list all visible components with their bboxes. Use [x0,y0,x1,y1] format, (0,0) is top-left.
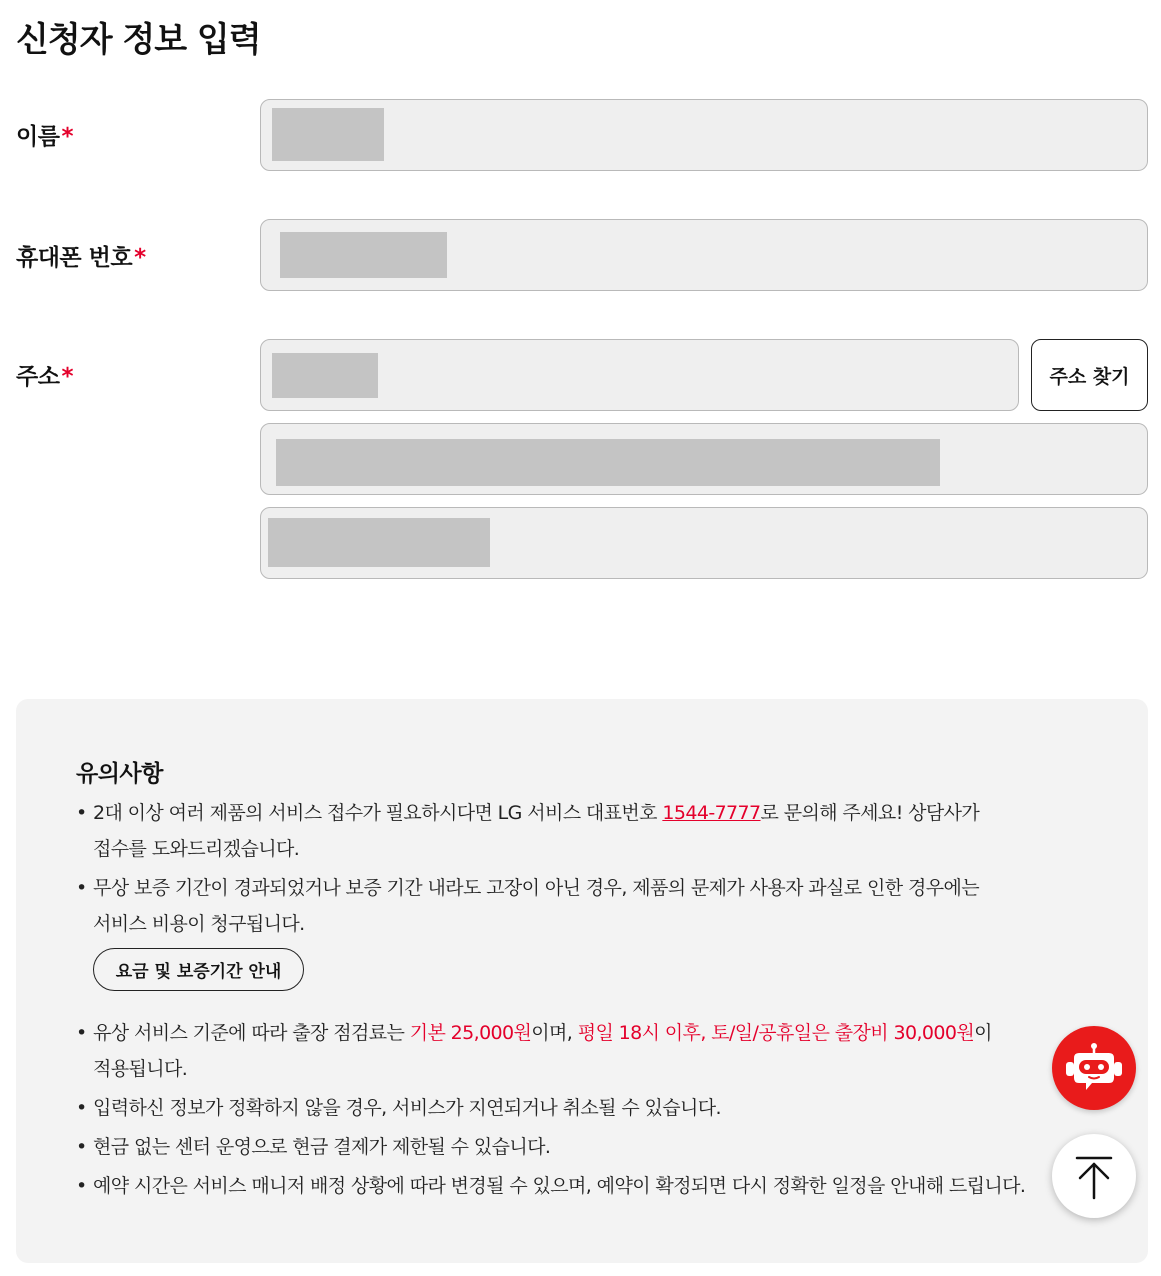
redacted-value [272,353,378,398]
arrow-up-icon [1052,1134,1136,1218]
notice-item [76,1129,1076,1165]
name-label-text: 이름 [16,124,60,150]
redacted-value [272,108,384,161]
text: 유상 서비스 기준에 따라 출장 점검료는 [93,1022,410,1044]
notice-item-text [93,795,1076,831]
phone-number-link[interactable]: 1544-7777 [662,802,761,824]
required-mark: * [61,124,73,150]
notice-item [76,1015,1076,1087]
text: 이 [974,1022,992,1044]
notice-item-text: 입력하신 정보가 정확하지 않을 경우, 서비스가 지연되거나 취소될 수 있습니다. [93,1097,721,1119]
extra-fee: 평일 18시 이후, 토/일/공휴일은 출장비 30,000원 [577,1022,975,1044]
text: 2대 이상 여러 제품의 서비스 접수가 필요하시다면 LG 서비스 대표번호 [93,802,663,824]
zipcode-input[interactable] [260,339,1019,411]
chatbot-robot-icon [1052,1026,1136,1110]
notice-item [76,1090,1076,1126]
required-mark: * [61,364,73,390]
notice-item-text: 예약 시간은 서비스 매니저 배정 상황에 따라 변경될 수 있으며, 예약이 확정되면 다시 정확한 일정을 안내해 드립니다. [93,1175,1026,1197]
bullet: • [76,1097,87,1119]
bullet: • [76,1022,87,1044]
address-label [16,358,73,391]
bullet: • [76,802,87,824]
redacted-value [280,232,447,278]
address-input[interactable] [260,423,1148,495]
notice-item-text: 현금 없는 센터 운영으로 현금 결제가 제한될 수 있습니다. [93,1136,551,1158]
redacted-value [276,439,940,486]
name-label [16,118,73,151]
fee-warranty-guide-button[interactable]: 요금 및 보증기간 안내 [93,948,304,991]
bullet: • [76,1175,87,1197]
bullet: • [76,1136,87,1158]
address-label-text: 주소 [16,364,60,390]
page-title: 신청자 정보 입력 [16,20,261,60]
text: 이며, [531,1022,578,1044]
notice-item [76,870,1076,942]
notice-item-text: 접수를 도와드리겠습니다. [93,838,300,860]
notice-item [76,795,1076,867]
chatbot-button[interactable] [1052,1026,1136,1110]
basic-fee: 기본 25,000원 [409,1022,532,1044]
required-mark: * [134,245,146,271]
bullet: • [76,877,87,899]
notice-panel [16,699,1148,1263]
redacted-value [268,518,490,567]
notice-heading: 유의사항 [76,761,163,787]
notice-item-text: 무상 보증 기간이 경과되었거나 보증 기간 내라도 고장이 아닌 경우, 제품의 문제가 사용자 과실로 인한 경우에는 [93,877,979,899]
address-detail-input[interactable] [260,507,1148,579]
find-address-button[interactable]: 주소 찾기 [1031,339,1148,411]
notice-item-text: 서비스 비용이 청구됩니다. [93,913,305,935]
text: 로 문의해 주세요! 상담사가 [760,802,980,824]
phone-label-text: 휴대폰 번호 [16,245,133,271]
name-input[interactable] [260,99,1148,171]
scroll-top-button[interactable] [1052,1134,1136,1218]
notice-item-text [93,1015,1076,1051]
phone-label [16,239,146,272]
phone-input[interactable] [260,219,1148,291]
notice-item-text: 적용됩니다. [93,1058,188,1080]
notice-item [76,1168,1076,1204]
